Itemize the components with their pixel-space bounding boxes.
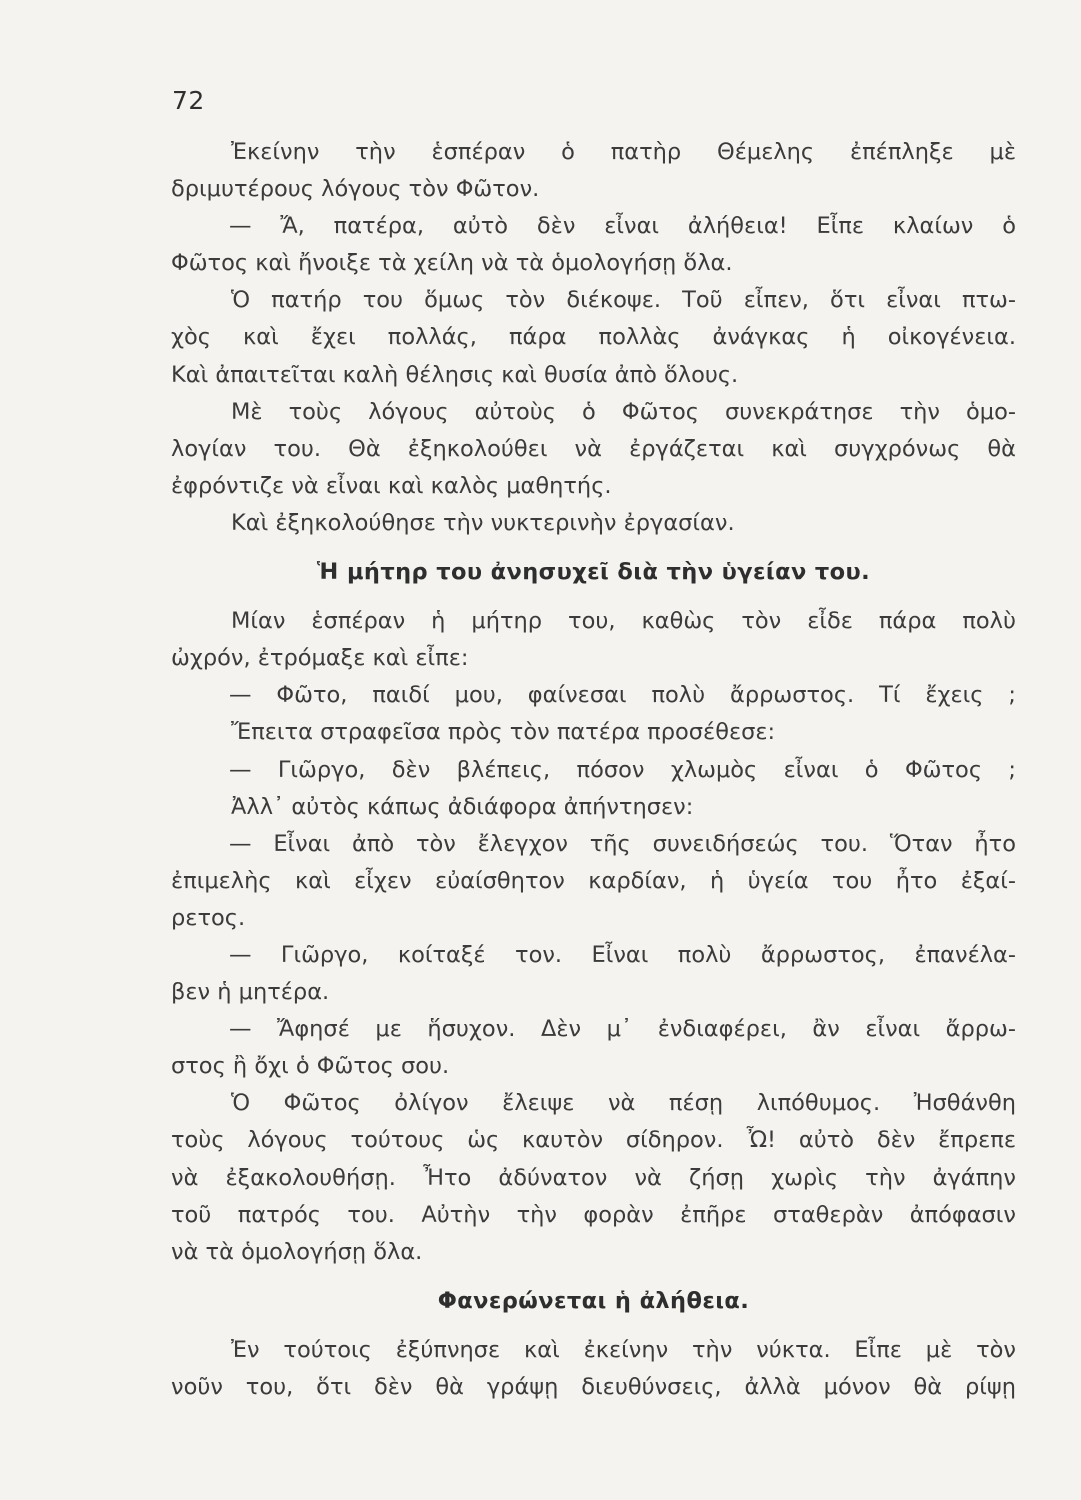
text-line: ἐφρόντιζε νὰ εἶναι καὶ καλὸς μαθητής. bbox=[171, 472, 612, 499]
text-line: στος ἢ ὄχι ὁ Φῶτος σου. bbox=[171, 1053, 450, 1080]
text-line: Ἐν τούτοις ἐξύπνησε καὶ ἐκείνην τὴν νύκτα. Εἶπε μὲ τὸν bbox=[231, 1336, 1016, 1363]
text-line: — Φῶτο, παιδί μου, φαίνεσαι πολὺ ἄρρωστος. Τί ἔχεις ; bbox=[229, 682, 1016, 709]
text-line: — Γιῶργο, κοίταξέ τον. Εἶναι πολὺ ἄρρωστος, ἐπανέλα- bbox=[229, 941, 1016, 968]
text-line: νὰ ἐξακολουθήσῃ. Ἦτο ἀδύνατον νὰ ζήσῃ χωρὶς τὴν ἀγάπην bbox=[171, 1164, 1016, 1191]
text-line: — Ἄ, πατέρα, αὐτὸ δὲν εἶναι ἀλήθεια! Εἶπε κλαίων ὁ bbox=[229, 213, 1016, 240]
text-line: Ἐκείνην τὴν ἑσπέραν ὁ πατὴρ Θέμελης ἐπέπληξε μὲ bbox=[231, 139, 1016, 165]
text-line: τοῦ πατρός του. Αὐτὴν τὴν φορὰν ἐπῆρε σταθερὰν ἀπόφασιν bbox=[171, 1201, 1016, 1228]
text-line: — Ἄφησέ με ἥσυχον. Δὲν μ᾽ ἐνδιαφέρει, ἂν εἶναι ἄρρω- bbox=[229, 1016, 1016, 1043]
text-line: χὸς καὶ ἔχει πολλάς, πάρα πολλὰς ἀνάγκας ἡ οἰκογένεια. bbox=[171, 324, 1016, 351]
text-line: ρετος. bbox=[171, 904, 246, 931]
text-line: Φῶτος καὶ ἤνοιξε τὰ χείλη νὰ τὰ ὁμολογήσῃ ὅλα. bbox=[171, 250, 733, 277]
section-heading: Φανερώνεται ἡ ἀλήθεια. bbox=[437, 1287, 750, 1314]
text-line: Ἀλλ᾽ αὐτὸς κάπως ἀδιάφορα ἀπήντησεν: bbox=[231, 793, 694, 820]
text-line: λογίαν του. Θὰ ἐξηκολούθει νὰ ἐργάζεται καὶ συγχρόνως θὰ bbox=[171, 435, 1016, 462]
text-line: τοὺς λόγους τούτους ὡς καυτὸν σίδηρον. Ὦ! αὐτὸ δὲν ἔπρεπε bbox=[171, 1127, 1016, 1154]
text-line: Μίαν ἑσπέραν ἡ μήτηρ του, καθὼς τὸν εἶδε πάρα πολὺ bbox=[231, 608, 1016, 635]
text-line: Καὶ ἐξηκολούθησε τὴν νυκτερινὴν ἐργασίαν. bbox=[231, 509, 735, 536]
text-line: ἐπιμελὴς καὶ εἶχεν εὐαίσθητον καρδίαν, ἡ ὑγεία του ἦτο ἐξαί- bbox=[171, 867, 1016, 894]
text-line: Ἔπειτα στραφεῖσα πρὸς τὸν πατέρα προσέθεσε: bbox=[231, 719, 776, 746]
page-number: 72 bbox=[172, 86, 205, 115]
text-line: Καὶ ἀπαιτεῖται καλὴ θέλησις καὶ θυσία ἀπὸ ὅλους. bbox=[171, 361, 739, 388]
text-line: — Γιῶργο, δὲν βλέπεις, πόσον χλωμὸς εἶναι ὁ Φῶτος ; bbox=[229, 756, 1016, 783]
text-line: νὰ τὰ ὁμολογήσῃ ὅλα. bbox=[171, 1238, 423, 1265]
text-line: νοῦν του, ὅτι δὲν θὰ γράψῃ διευθύνσεις, ἀλλὰ μόνον θὰ ρίψῃ bbox=[171, 1374, 1016, 1400]
text-line: Μὲ τοὺς λόγους αὐτοὺς ὁ Φῶτος συνεκράτησε τὴν ὁμο- bbox=[231, 398, 1016, 425]
body-text bbox=[171, 134, 1016, 1406]
text-line: δριμυτέρους λόγους τὸν Φῶτον. bbox=[171, 176, 540, 203]
text-line: ὠχρόν, ἐτρόμαξε καὶ εἶπε: bbox=[171, 645, 469, 672]
text-line: βεν ἡ μητέρα. bbox=[171, 979, 330, 1006]
text-line: Ὁ Φῶτος ὀλίγον ἔλειψε νὰ πέσῃ λιπόθυμος. Ἠσθάνθη bbox=[231, 1090, 1016, 1117]
text-line: — Εἶναι ἀπὸ τὸν ἔλεγχον τῆς συνειδήσεώς του. Ὅταν ἦτο bbox=[229, 830, 1016, 857]
text-line: Ὁ πατήρ του ὅμως τὸν διέκοψε. Τοῦ εἶπεν, ὅτι εἶναι πτω- bbox=[231, 287, 1016, 314]
section-heading: Ἡ μήτηρ του ἀνησυχεῖ διὰ τὴν ὑγείαν του. bbox=[316, 559, 871, 586]
